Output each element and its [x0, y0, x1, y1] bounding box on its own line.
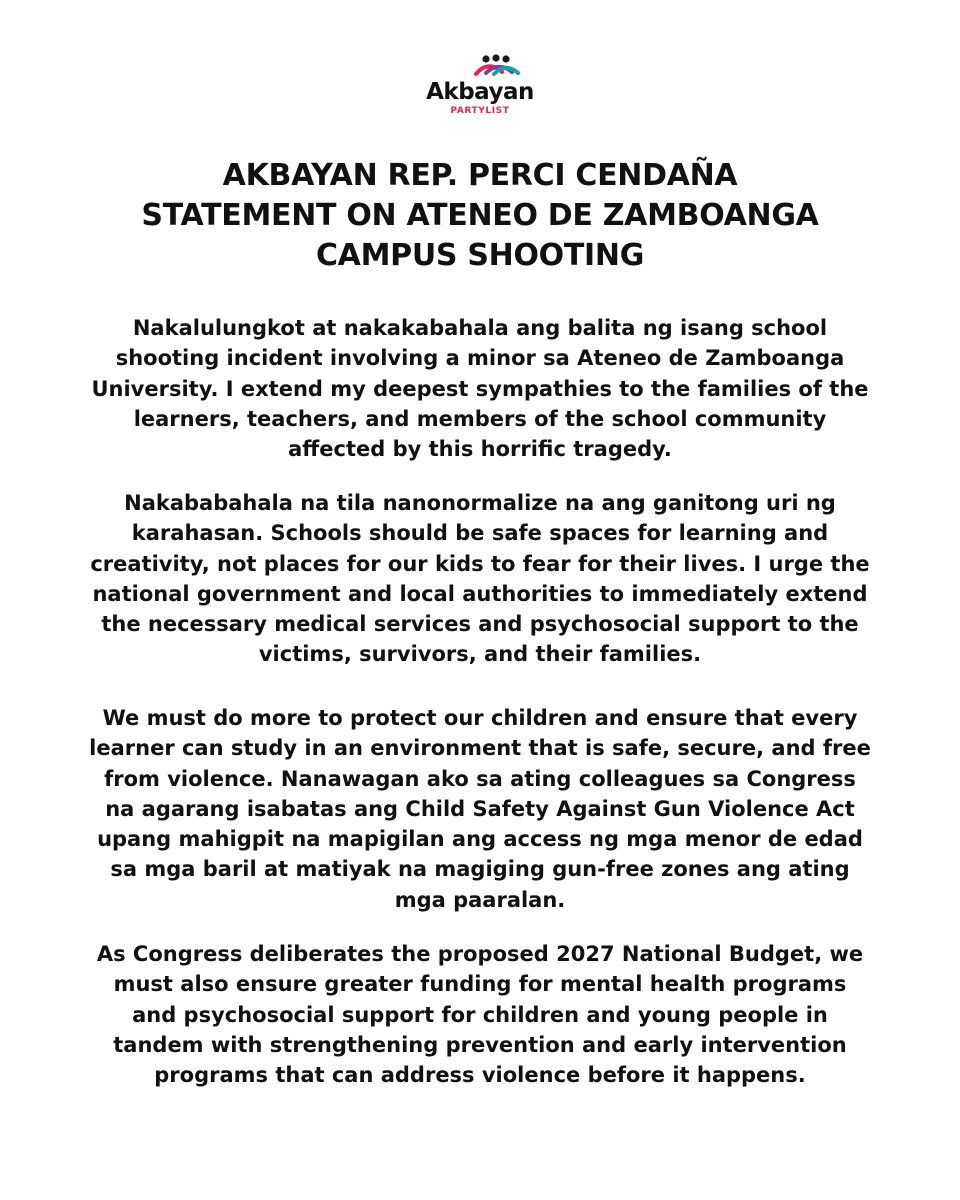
- paragraph-line: sa mga baril at matiyak na magiging gun-free zones ang ating: [110, 857, 850, 882]
- paragraph-line: national government and local authorities to immediately extend: [92, 581, 868, 606]
- paragraph-line: creativity, not places for our kids to fear for their lives. I urge the: [90, 551, 870, 576]
- paragraph-line: programs that can address violence before it happens.: [154, 1063, 806, 1088]
- paragraph-line: affected by this horrific tragedy.: [288, 437, 672, 462]
- paragraph-line: University. I extend my deepest sympathies to the families of the: [91, 376, 869, 401]
- paragraph-line: mga paaralan.: [394, 887, 566, 912]
- paragraph-line: must also ensure greater funding for mental health programs: [113, 972, 847, 997]
- logo-subtitle: PARTYLIST: [450, 106, 510, 116]
- paragraph-line: Nakalulungkot at nakakabahala ang balita ng isang school: [132, 316, 828, 340]
- paragraph-line: As Congress deliberates the proposed 2027 National Budget, we: [96, 942, 864, 966]
- paragraph-line: shooting incident involving a minor sa Ateneo de Zamboanga: [115, 346, 845, 371]
- paragraph-line: Nakababahala na tila nanonormalize na ang ganitong uri ng: [124, 491, 836, 515]
- paragraph-line: victims, survivors, and their families.: [258, 642, 702, 667]
- paragraph-budget: [0, 939, 960, 1090]
- paragraph-safe-schools: [0, 488, 960, 670]
- paragraph-line: learner can study in an environment that is safe, secure, and free: [89, 736, 871, 761]
- title-line: CAMPUS SHOOTING: [315, 238, 645, 273]
- paragraph-line: tandem with strengthening prevention and early intervention: [113, 1032, 847, 1057]
- paragraph-line: from violence. Nanawagan ako sa ating colleagues sa Congress: [104, 766, 856, 791]
- paragraph-sympathies: [0, 313, 960, 464]
- statement-title: [0, 156, 960, 276]
- paragraph-legislation: [0, 703, 960, 915]
- paragraph-line: na agarang isabatas ang Child Safety Against Gun Violence Act: [105, 796, 855, 821]
- title-line: AKBAYAN REP. PERCI CENDAÑA: [222, 158, 738, 193]
- paragraph-line: We must do more to protect our children and ensure that every: [102, 706, 858, 730]
- akbayan-logo: [0, 52, 960, 122]
- paragraph-line: upang mahigpit na mapigilan ang access ng mga menor de edad: [97, 827, 863, 852]
- paragraph-line: learners, teachers, and members of the school community: [133, 406, 827, 431]
- logo-wordmark: Akbayan: [426, 79, 534, 105]
- title-line: STATEMENT ON ATENEO DE ZAMBOANGA: [141, 198, 819, 233]
- paragraph-line: and psychosocial support for children and young people in: [132, 1002, 828, 1027]
- paragraph-line: the necessary medical services and psychosocial support to the: [101, 612, 859, 637]
- paragraph-line: karahasan. Schools should be safe spaces for learning and: [131, 521, 829, 546]
